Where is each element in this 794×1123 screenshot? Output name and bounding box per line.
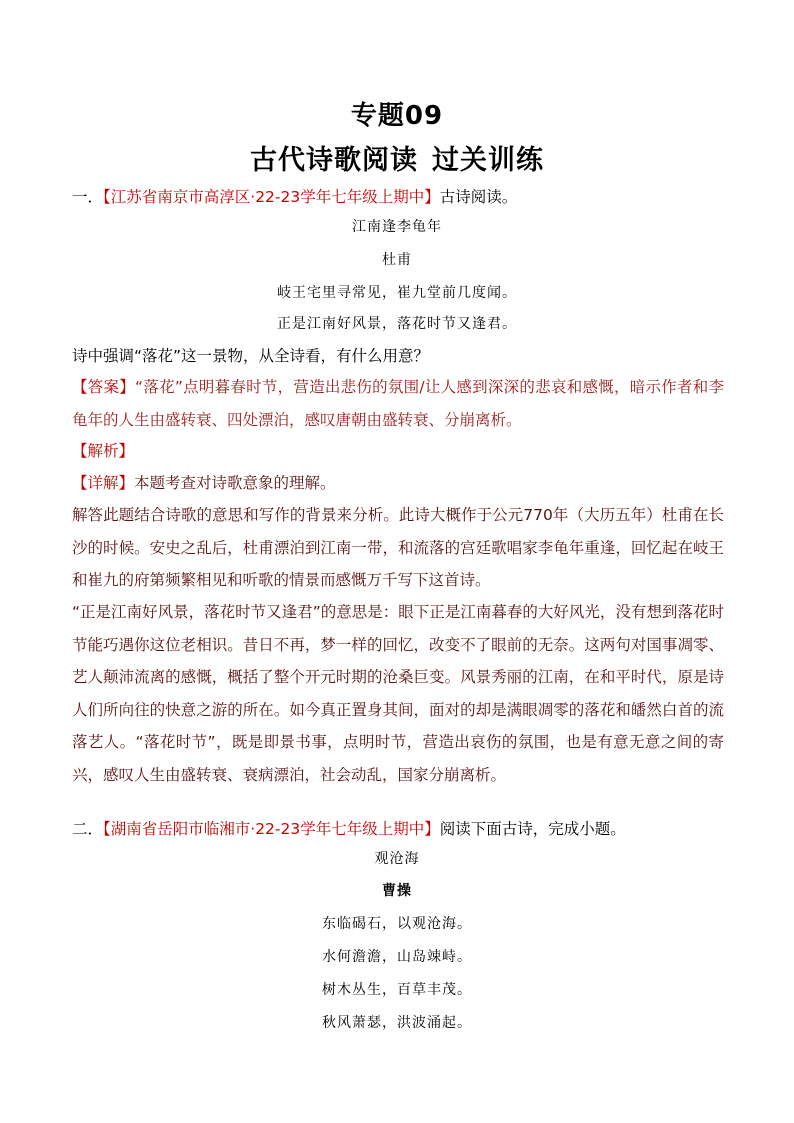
subtitle-part-1: 古代诗歌阅读 <box>250 145 418 176</box>
answer-text: “落花”点明暮春时节，营造出悲伤的氛围/让人感到深深的悲哀和感慨，暗示作者和李龟年的人生由盛转衰、四处漂泊，感叹唐朝由盛转衰、分崩离析。 <box>72 378 724 429</box>
detail-line <box>72 471 724 495</box>
question-1-number: 一． <box>72 188 104 206</box>
topic-subtitle <box>0 142 794 180</box>
topic-title: 专题09 <box>350 101 444 131</box>
answer-block <box>72 371 724 436</box>
poem-2-line-2: 水何澹澹，山岛竦峙。 <box>322 949 472 965</box>
analysis-label: 【解析】 <box>72 442 135 460</box>
answer-label: 【答案】 <box>72 378 136 396</box>
question-2-source: 【湖南省岳阳市临湘市·22-23学年七年级上期中】 <box>103 820 440 838</box>
poem-1-title: 江南逢李龟年 <box>352 219 442 235</box>
poem-2-title: 观沧海 <box>374 851 420 867</box>
poem-2-line-1: 东临碣石，以观沧海。 <box>322 916 472 932</box>
poem-1-line-1: 岐王宅里寻常见，崔九堂前几度闻。 <box>277 285 517 301</box>
detail-text: 本题考查对诗歌意象的理解。 <box>134 474 336 492</box>
question-1-header <box>72 185 732 209</box>
poem-2-line-3: 树木丛生，百草丰茂。 <box>322 982 472 998</box>
question-2-header <box>72 817 732 841</box>
question-2-instruction: 阅读下面古诗，完成小题。 <box>439 820 626 838</box>
analysis-paragraph-1: 解答此题结合诗歌的意思和写作的背景来分析。此诗大概作于公元770年（大历五年）杜甫在长沙的时候。安史之乱后，杜甫漂泊到江南一带，和流落的宫廷歌唱家李龟年重逢，回忆起在岐王和崔九的府第频繁相见和听歌的情景而感慨万千写下这首诗。 <box>72 506 724 589</box>
analysis-paragraph-2: “正是江南好风景，落花时节又逢君”的意思是：眼下正是江南暮春的大好风光，没有想到落花时节能巧遇你这位老相识。昔日不再，梦一样的回忆，改变不了眼前的无奈。这两句对国事凋零、艺人颠沛流离的感慨，概括了整个开元时期的沧桑巨变。风景秀丽的江南，在和平时代，原是诗人们所向往的快意之游的所在。如今真正置身其间，面对的却是满眼凋零的落花和皤然白首的流落艺人。“落花时节”，既是即景书事，点明时节，营造出哀伤的氛围，也是有意无意之间的寄兴，感叹人生由盛转衰、衰病漂泊，社会动乱，国家分崩离析。 <box>72 603 724 784</box>
poem-1-line-2: 正是江南好风景，落花时节又逢君。 <box>277 316 517 332</box>
poem-1-author: 杜甫 <box>382 252 412 268</box>
question-1-source: 【江苏省南京市高淳区·22-23学年七年级上期中】 <box>103 188 440 206</box>
detail-label: 【详解】 <box>72 474 135 492</box>
question-1-instruction: 古诗阅读。 <box>439 188 518 206</box>
question-1-prompt: 诗中强调“落花”这一景物，从全诗看，有什么用意？ <box>72 347 430 365</box>
poem-2-line-4: 秋风萧瑟，洪波涌起。 <box>322 1015 472 1031</box>
question-2-number: 二． <box>72 820 104 838</box>
subtitle-part-2: 过关训练 <box>432 145 544 176</box>
poem-2-author: 曹操 <box>382 883 412 899</box>
